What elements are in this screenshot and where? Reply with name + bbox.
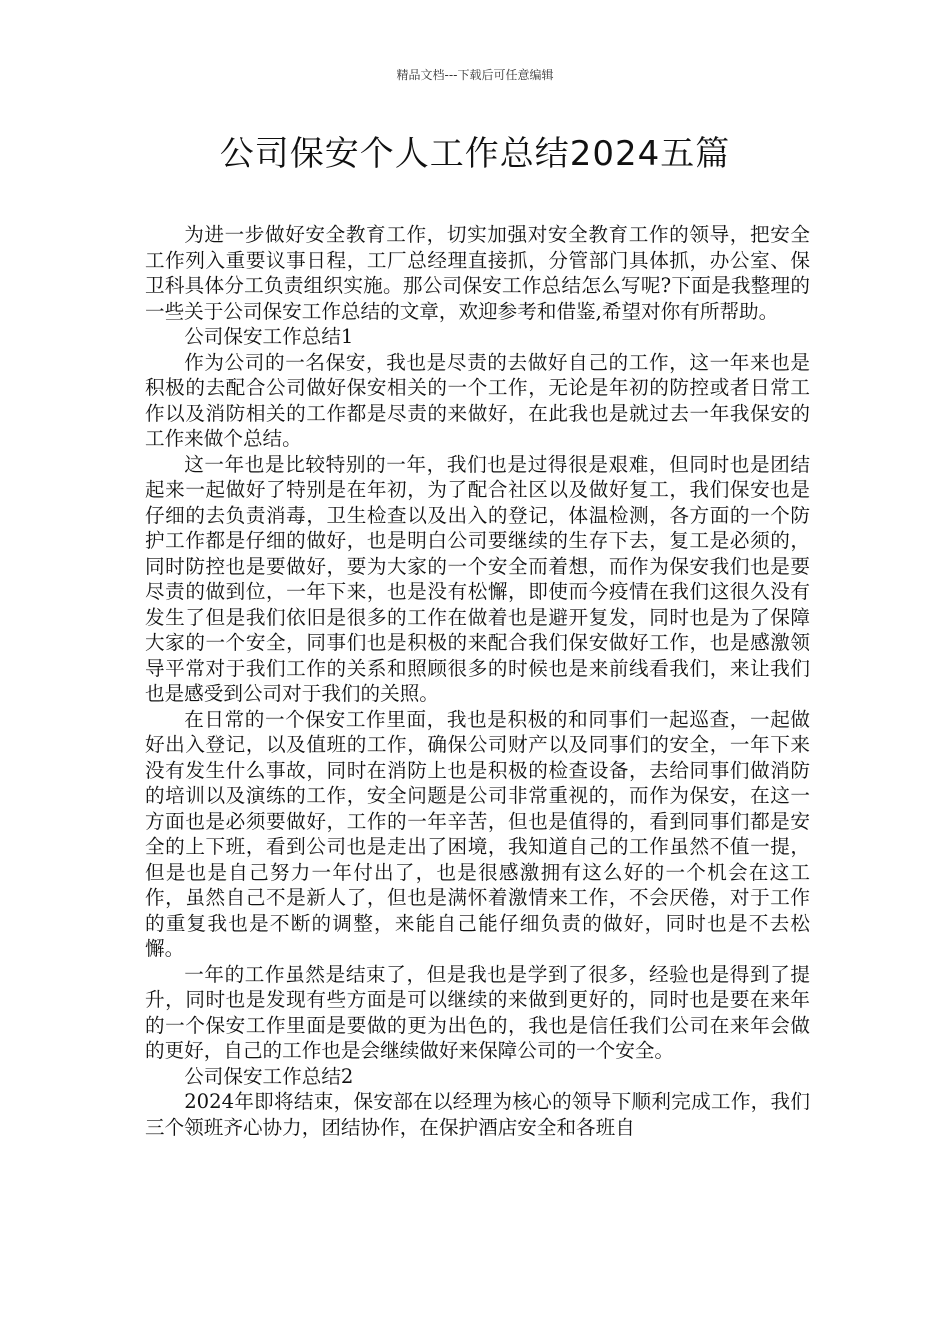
paragraph: 这一年也是比较特别的一年，我们也是过得很是艰难，但同时也是团结起来一起做好了特别是在年初，为了配合社区以及做好复工，我们保安也是仔细的去负责消毒，卫生检查以及出入的登记，体温检测，各方面的一个防护工作都是仔细的做好，也是明白公司要继续的生存下去，复工是必须的，同时防控也是要做好，要为大家的一个安全而着想，而作为保安我们也是要尽责的做到位，一年下来，也是没有松懈，即使而今疫情在我们这很久没有发生了但是我们依旧是很多的工作在做着也是避开复发，同时也是为了保障大家的一个安全，同事们也是积极的来配合我们保安做好工作，也是感激领导平常对于我们工作的关系和照顾很多的时候也是来前线看我们，来让我们也是感受到公司对于我们的关照。 (145, 452, 810, 705)
section-heading-2: 公司保安工作总结2 (184, 1064, 354, 1088)
page-header-note: 精品文档---下载后可任意编辑 (396, 68, 554, 82)
paragraph: 在日常的一个保安工作里面，我也是积极的和同事们一起巡查，一起做好出入登记，以及值班的工作，确保公司财产以及同事们的安全，一年下来没有发生什么事故，同时在消防上也是积极的检查设备，去给同事们做消防的培训以及演练的工作，安全问题是公司非常重视的，而作为保安，在这一方面也是必须要做好，工作的一年辛苦，但也是值得的，看到同事们都是安全的上下班，看到公司也是走出了困境，我知道自己的工作虽然不值一提，但是也是自己努力一年付出了，也是很感激拥有这么好的一个机会在这工作，虽然自己不是新人了，但也是满怀着激情来工作，不会厌倦，对于工作的重复我也是不断的调整，来能自己能仔细负责的做好，同时也是不去松懈。 (145, 707, 810, 960)
paragraph: 作为公司的一名保安，我也是尽责的去做好自己的工作，这一年来也是积极的去配合公司做好保安相关的一个工作，无论是年初的防控或者日常工作以及消防相关的工作都是尽责的来做好，在此我也是就过去一年我保安的工作来做个总结。 (145, 350, 810, 450)
intro-paragraph: 为进一步做好安全教育工作，切实加强对安全教育工作的领导，把安全工作列入重要议事日程，工厂总经理直接抓，分管部门具体抓，办公室、保卫科具体分工负责组织实施。那公司保安工作总结怎么写呢?下面是我整理的一些关于公司保安工作总结的文章，欢迎参考和借鉴,希望对你有所帮助。 (145, 223, 810, 323)
paragraph: 2024年即将结束，保安部在以经理为核心的领导下顺利完成工作，我们三个领班齐心协力，团结协作，在保护酒店安全和各班自 (145, 1090, 810, 1139)
section-heading-1: 公司保安工作总结1 (184, 325, 354, 348)
paragraph: 一年的工作虽然是结束了，但是我也是学到了很多，经验也是得到了提升，同时也是发现有些方面是可以继续的来做到更好的，同时也是要在来年的一个保安工作里面是要做的更为出色的，我也是信任我们公司在来年会做的更好，自己的工作也是会继续做好来保障公司的一个安全。 (145, 962, 810, 1062)
document-body (145, 222, 810, 1140)
document-title: 公司保安个人工作总结2024五篇 (219, 134, 731, 174)
